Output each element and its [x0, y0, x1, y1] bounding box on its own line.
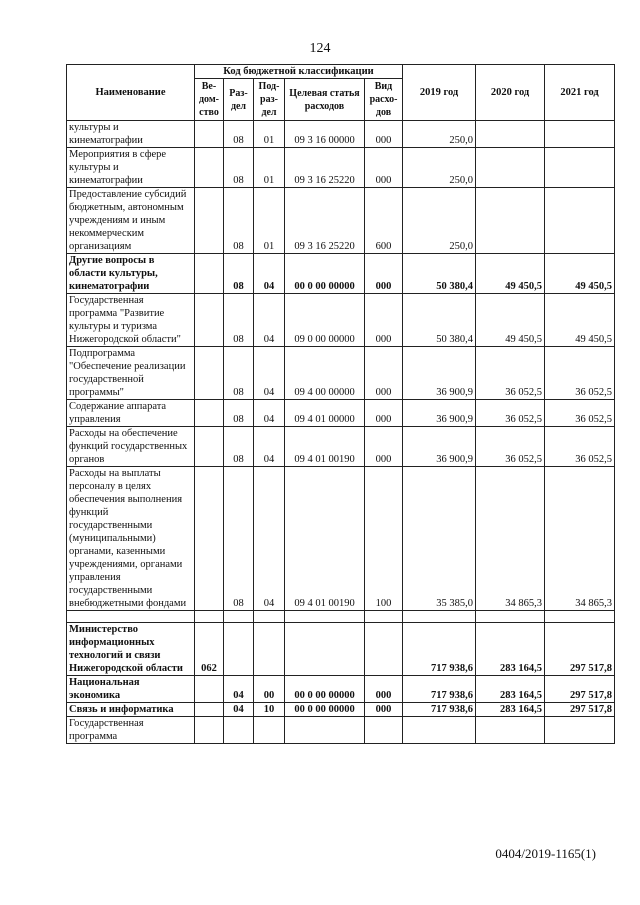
row-expense-type: 000: [365, 427, 403, 467]
row-expense-type: 600: [365, 188, 403, 254]
row-expense-type: [365, 623, 403, 676]
header-2019: 2019 год: [403, 65, 476, 121]
row-razdel: [224, 623, 254, 676]
row-name: Подпрограмма "Обеспечение реализации государственной программы": [67, 347, 195, 400]
row-razdel: 08: [224, 121, 254, 148]
header-razdel: Раз-дел: [224, 79, 254, 121]
row-value-2021: 34 865,3: [545, 467, 615, 611]
row-name: Государственная программа "Развитие культуры и туризма Нижегородской области": [67, 294, 195, 347]
table-row: [67, 623, 615, 676]
row-expense-type: 000: [365, 121, 403, 148]
header-expense-type: Вид расхо-дов: [365, 79, 403, 121]
row-razdel: 08: [224, 400, 254, 427]
row-razdel: 08: [224, 254, 254, 294]
row-value-2021: [545, 717, 615, 744]
header-2020: 2020 год: [476, 65, 545, 121]
row-expense-type: 000: [365, 703, 403, 717]
row-vedomstvo: [195, 294, 224, 347]
row-razdel: [224, 717, 254, 744]
row-value-2019: 50 380,4: [403, 294, 476, 347]
row-value-2020: 283 164,5: [476, 676, 545, 703]
row-razdel: 08: [224, 467, 254, 611]
row-expense-type: [365, 611, 403, 623]
row-target-article: 00 0 00 00000: [285, 676, 365, 703]
row-expense-type: 000: [365, 294, 403, 347]
table-row: [67, 717, 615, 744]
row-vedomstvo: [195, 148, 224, 188]
table-header: [67, 65, 615, 121]
table-row: [67, 467, 615, 611]
row-podrazdel: [254, 623, 285, 676]
row-name: Государственная программа: [67, 717, 195, 744]
row-vedomstvo: [195, 703, 224, 717]
row-value-2019: 36 900,9: [403, 400, 476, 427]
row-expense-type: 000: [365, 347, 403, 400]
row-value-2021: 49 450,5: [545, 294, 615, 347]
row-expense-type: 000: [365, 148, 403, 188]
table-row: [67, 254, 615, 294]
row-vedomstvo: [195, 717, 224, 744]
row-name: Расходы на выплаты персоналу в целях обеспечения выполнения функций государственными (муниципальными) органами, казенными учреждениями, органами управления государственными внебюджетными фондами: [67, 467, 195, 611]
row-value-2019: 250,0: [403, 188, 476, 254]
row-target-article: 09 3 16 25220: [285, 148, 365, 188]
row-name: Мероприятия в сфере культуры и кинематографии: [67, 148, 195, 188]
row-value-2021: 36 052,5: [545, 347, 615, 400]
row-vedomstvo: [195, 254, 224, 294]
header-podrazdel: Под-раз-дел: [254, 79, 285, 121]
budget-table: [66, 64, 615, 744]
row-value-2020: 49 450,5: [476, 254, 545, 294]
row-value-2019: 717 938,6: [403, 703, 476, 717]
row-name: Министерство информационных технологий и связи Нижегородской области: [67, 623, 195, 676]
table-row: [67, 347, 615, 400]
row-podrazdel: [254, 717, 285, 744]
row-value-2019: 50 380,4: [403, 254, 476, 294]
table-row: [67, 188, 615, 254]
row-vedomstvo: [195, 347, 224, 400]
row-target-article: [285, 623, 365, 676]
row-podrazdel: 04: [254, 347, 285, 400]
row-vedomstvo: [195, 467, 224, 611]
row-value-2020: [476, 717, 545, 744]
row-razdel: 08: [224, 347, 254, 400]
row-value-2019: 36 900,9: [403, 347, 476, 400]
row-value-2019: 36 900,9: [403, 427, 476, 467]
header-target-article: Целевая статья расходов: [285, 79, 365, 121]
row-value-2021: [545, 611, 615, 623]
row-value-2021: 297 517,8: [545, 703, 615, 717]
row-vedomstvo: [195, 121, 224, 148]
row-vedomstvo: [195, 188, 224, 254]
row-target-article: 00 0 00 00000: [285, 703, 365, 717]
row-vedomstvo: [195, 611, 224, 623]
row-value-2021: [545, 188, 615, 254]
row-value-2019: 35 385,0: [403, 467, 476, 611]
row-value-2021: 49 450,5: [545, 254, 615, 294]
row-value-2020: 34 865,3: [476, 467, 545, 611]
row-razdel: 04: [224, 703, 254, 717]
row-target-article: 09 0 00 00000: [285, 294, 365, 347]
header-2021: 2021 год: [545, 65, 615, 121]
row-name: Национальная экономика: [67, 676, 195, 703]
row-target-article: 09 4 01 00190: [285, 427, 365, 467]
row-value-2019: 717 938,6: [403, 676, 476, 703]
row-value-2019: 717 938,6: [403, 623, 476, 676]
table-row: [67, 294, 615, 347]
row-podrazdel: 01: [254, 188, 285, 254]
row-value-2021: 297 517,8: [545, 623, 615, 676]
row-podrazdel: 00: [254, 676, 285, 703]
row-vedomstvo: [195, 427, 224, 467]
row-value-2020: 36 052,5: [476, 400, 545, 427]
table-row: [67, 703, 615, 717]
table-row: [67, 427, 615, 467]
row-target-article: 09 4 01 00190: [285, 467, 365, 611]
table-row: [67, 400, 615, 427]
row-value-2021: [545, 121, 615, 148]
row-name: [67, 611, 195, 623]
table-body: [67, 121, 615, 744]
row-value-2020: [476, 148, 545, 188]
row-podrazdel: 04: [254, 254, 285, 294]
row-value-2019: [403, 717, 476, 744]
row-vedomstvo: 062: [195, 623, 224, 676]
row-expense-type: 000: [365, 400, 403, 427]
row-value-2021: 36 052,5: [545, 400, 615, 427]
row-target-article: 00 0 00 00000: [285, 254, 365, 294]
row-value-2020: 36 052,5: [476, 347, 545, 400]
row-vedomstvo: [195, 400, 224, 427]
row-value-2019: [403, 611, 476, 623]
row-target-article: [285, 611, 365, 623]
header-name: Наименование: [67, 65, 195, 121]
row-name: Предоставление субсидий бюджетным, автономным учреждениям и иным некоммерческим организациям: [67, 188, 195, 254]
row-value-2020: 283 164,5: [476, 623, 545, 676]
table-row: [67, 121, 615, 148]
row-podrazdel: 01: [254, 148, 285, 188]
row-value-2019: 250,0: [403, 121, 476, 148]
row-name: Содержание аппарата управления: [67, 400, 195, 427]
row-name: Связь и информатика: [67, 703, 195, 717]
row-value-2020: [476, 121, 545, 148]
page-number: 124: [309, 41, 331, 56]
row-expense-type: 100: [365, 467, 403, 611]
row-target-article: 09 4 01 00000: [285, 400, 365, 427]
header-vedomstvo: Ве-дом-ство: [195, 79, 224, 121]
row-podrazdel: 04: [254, 400, 285, 427]
row-target-article: 09 3 16 25220: [285, 188, 365, 254]
row-value-2020: [476, 188, 545, 254]
row-podrazdel: 04: [254, 467, 285, 611]
row-razdel: 08: [224, 148, 254, 188]
row-target-article: [285, 717, 365, 744]
row-razdel: 08: [224, 188, 254, 254]
row-value-2020: 283 164,5: [476, 703, 545, 717]
row-podrazdel: 04: [254, 427, 285, 467]
row-podrazdel: [254, 611, 285, 623]
row-value-2019: 250,0: [403, 148, 476, 188]
row-expense-type: 000: [365, 254, 403, 294]
row-razdel: 04: [224, 676, 254, 703]
row-razdel: 08: [224, 294, 254, 347]
row-value-2021: [545, 148, 615, 188]
row-podrazdel: 04: [254, 294, 285, 347]
row-podrazdel: 10: [254, 703, 285, 717]
row-expense-type: 000: [365, 676, 403, 703]
row-value-2020: [476, 611, 545, 623]
row-target-article: 09 3 16 00000: [285, 121, 365, 148]
header-code-group: Код бюджетной классификации: [195, 65, 403, 79]
row-value-2020: 36 052,5: [476, 427, 545, 467]
row-name: культуры и кинематографии: [67, 121, 195, 148]
table-row: [67, 611, 615, 623]
table-row: [67, 148, 615, 188]
row-value-2021: 36 052,5: [545, 427, 615, 467]
row-podrazdel: 01: [254, 121, 285, 148]
document-code: 0404/2019-1165(1): [495, 846, 596, 861]
row-value-2021: 297 517,8: [545, 676, 615, 703]
row-value-2020: 49 450,5: [476, 294, 545, 347]
row-razdel: 08: [224, 427, 254, 467]
row-target-article: 09 4 00 00000: [285, 347, 365, 400]
row-expense-type: [365, 717, 403, 744]
table-row: [67, 676, 615, 703]
row-vedomstvo: [195, 676, 224, 703]
row-razdel: [224, 611, 254, 623]
row-name: Расходы на обеспечение функций государственных органов: [67, 427, 195, 467]
row-name: Другие вопросы в области культуры, кинематографии: [67, 254, 195, 294]
